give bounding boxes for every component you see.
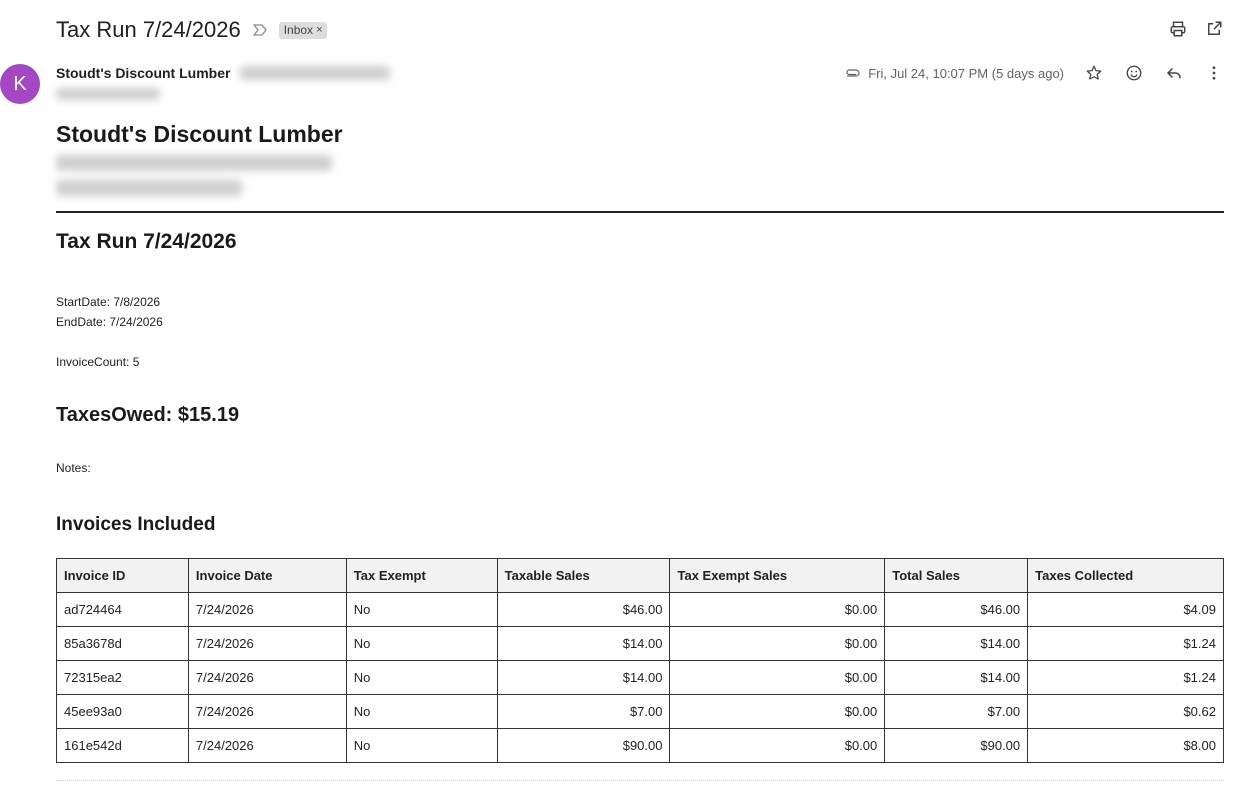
cell-taxable-sales: $14.00 — [497, 627, 670, 661]
inbox-label-chip[interactable] — [279, 22, 327, 39]
message-date: Fri, Jul 24, 10:07 PM (5 days ago) — [868, 65, 1064, 81]
table-row — [57, 661, 1224, 695]
cell-tax-exempt-sales: $0.00 — [670, 695, 885, 729]
taxes-owed: TaxesOwed: $15.19 — [56, 404, 240, 426]
cell-tax-exempt-sales: $0.00 — [670, 661, 885, 695]
top-actions — [1168, 19, 1224, 39]
cell-invoice-date: 7/24/2026 — [188, 627, 346, 661]
cell-total-sales: $14.00 — [885, 661, 1028, 695]
table-row — [57, 627, 1224, 661]
cell-tax-exempt-sales: $0.00 — [670, 729, 885, 763]
report-title: Tax Run 7/24/2026 — [56, 230, 237, 253]
sender-row — [56, 65, 390, 81]
sender-avatar[interactable] — [0, 64, 40, 104]
table-row — [57, 729, 1224, 763]
invoices-table — [56, 558, 1224, 763]
cell-taxes-collected: $8.00 — [1028, 729, 1224, 763]
important-marker-icon[interactable] — [253, 24, 267, 36]
sender-email-redacted — [240, 66, 390, 80]
invoice-count-line — [56, 355, 139, 369]
company-phone-redacted — [56, 180, 242, 196]
start-date-value: 7/8/2026 — [113, 295, 161, 309]
cell-taxes-collected: $1.24 — [1028, 661, 1224, 695]
header-taxes-collected: Taxes Collected — [1028, 559, 1224, 593]
table-row — [57, 695, 1224, 729]
cell-total-sales: $7.00 — [885, 695, 1028, 729]
cell-invoice-id: 85a3678d — [57, 627, 189, 661]
subject-row — [56, 14, 327, 46]
start-date-label: StartDate : — [56, 295, 113, 309]
company-address-redacted — [56, 155, 332, 171]
footer-divider — [56, 780, 1224, 781]
cell-taxes-collected: $4.09 — [1028, 593, 1224, 627]
header-total-sales: Total Sales — [885, 559, 1028, 593]
star-icon[interactable] — [1084, 63, 1104, 83]
table-header-row — [57, 559, 1224, 593]
header-tax-exempt-sales: Tax Exempt Sales — [670, 559, 885, 593]
email-body — [56, 118, 1224, 753]
cell-taxable-sales: $90.00 — [497, 729, 670, 763]
emoji-icon[interactable] — [1124, 63, 1144, 83]
remove-label-icon[interactable]: × — [316, 23, 323, 36]
header-invoice-id: Invoice ID — [57, 559, 189, 593]
cell-tax-exempt: No — [346, 695, 497, 729]
cell-taxable-sales: $46.00 — [497, 593, 670, 627]
cell-tax-exempt: No — [346, 627, 497, 661]
cell-taxable-sales: $7.00 — [497, 695, 670, 729]
cell-tax-exempt: No — [346, 593, 497, 627]
cell-tax-exempt-sales: $0.00 — [670, 627, 885, 661]
start-date-line — [56, 295, 160, 309]
more-vert-icon[interactable] — [1204, 63, 1224, 83]
cell-invoice-id: ad724464 — [57, 593, 189, 627]
avatar-letter: K — [13, 72, 27, 95]
cell-invoice-id: 45ee93a0 — [57, 695, 189, 729]
paperclip-icon — [844, 64, 862, 82]
cell-tax-exempt: No — [346, 661, 497, 695]
end-date-value: 7/24/2026 — [109, 315, 163, 329]
inbox-label-text: Inbox — [283, 22, 314, 37]
cell-total-sales: $46.00 — [885, 593, 1028, 627]
header-invoice-date: Invoice Date — [188, 559, 346, 593]
reply-icon[interactable] — [1164, 63, 1184, 83]
cell-tax-exempt: No — [346, 729, 497, 763]
invoices-heading: Invoices Included — [56, 514, 216, 535]
cell-taxes-collected: $1.24 — [1028, 627, 1224, 661]
cell-taxable-sales: $14.00 — [497, 661, 670, 695]
invoice-count-value: 5 — [132, 355, 140, 369]
print-icon[interactable] — [1168, 19, 1188, 39]
cell-invoice-date: 7/24/2026 — [188, 593, 346, 627]
cell-total-sales: $90.00 — [885, 729, 1028, 763]
message-meta — [844, 63, 1224, 83]
table-row — [57, 593, 1224, 627]
header-divider — [56, 211, 1224, 213]
cell-invoice-id: 161e542d — [57, 729, 189, 763]
cell-invoice-date: 7/24/2026 — [188, 661, 346, 695]
header-taxable-sales: Taxable Sales — [497, 559, 670, 593]
invoice-count-label: InvoiceCount : — [56, 355, 133, 369]
cell-invoice-date: 7/24/2026 — [188, 729, 346, 763]
cell-invoice-id: 72315ea2 — [57, 661, 189, 695]
recipient-redacted — [56, 88, 160, 100]
end-date-line — [56, 315, 163, 329]
header-tax-exempt: Tax Exempt — [346, 559, 497, 593]
open-in-new-window-icon[interactable] — [1204, 19, 1224, 39]
cell-total-sales: $14.00 — [885, 627, 1028, 661]
email-subject: Tax Run 7/24/2026 — [56, 17, 241, 42]
notes-label: Notes: — [56, 461, 91, 475]
company-name: Stoudt's Discount Lumber — [56, 121, 343, 147]
cell-tax-exempt-sales: $0.00 — [670, 593, 885, 627]
cell-invoice-date: 7/24/2026 — [188, 695, 346, 729]
cell-taxes-collected: $0.62 — [1028, 695, 1224, 729]
end-date-label: EndDate : — [56, 315, 109, 329]
sender-name[interactable]: Stoudt's Discount Lumber — [56, 65, 231, 81]
